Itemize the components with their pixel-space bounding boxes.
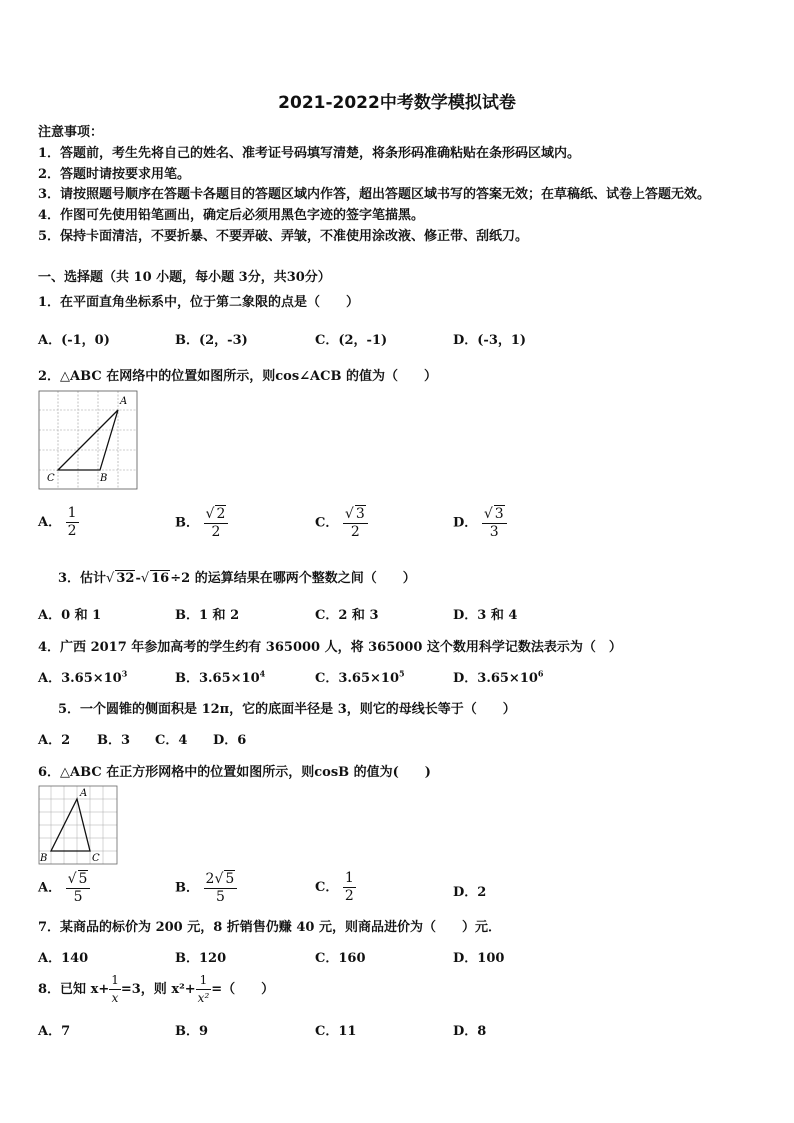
- q1-option-b: B．(2，-3): [175, 333, 248, 348]
- note-item: 4．作图可先使用铅笔画出，确定后必须用黑色字迹的签字笔描黑。: [38, 208, 425, 223]
- q1-option-c: C．(2，-1): [315, 333, 388, 348]
- q1-option-a: A．(-1，0): [38, 333, 110, 348]
- question-3-stem: 3．估计√ 32-√ 16÷2 的运算结果在哪两个整数之间（ ）: [58, 571, 416, 586]
- q4-option-a: A．$3.65\times 10^3$: [38, 668, 128, 686]
- q2-option-b: B． $\frac{√ 2}{2}$: [175, 505, 228, 541]
- q7-option-c: C．160: [315, 951, 366, 966]
- q6-label-c: C: [92, 853, 100, 864]
- q6-label-b: B: [40, 853, 48, 864]
- q5-option-d: D．6: [213, 733, 247, 748]
- q6-option-d: D．2: [453, 885, 487, 900]
- q2-grid-figure: [38, 389, 138, 491]
- q2-option-a: A． $\frac{1}{2}$: [38, 505, 77, 539]
- question-8-stem: 8．已知 x+ $\frac{1}{x}$ =3，则 x²+ $\frac{1}{\text{x²}}$ =（ ）: [38, 973, 275, 1005]
- question-2-stem: 2．△ABC 在网络中的位置如图所示，则cos∠ACB 的值为（ ）: [38, 369, 437, 384]
- q3-option-c: C．2 和 3: [315, 608, 379, 623]
- q7-option-b: B．120: [175, 951, 227, 966]
- q2-label-a: A: [120, 396, 128, 407]
- q6-option-c: C． $\frac{1}{2}$: [315, 870, 354, 904]
- q6-label-a: A: [80, 788, 88, 799]
- q7-option-a: A．140: [38, 951, 89, 966]
- q4-option-c: C．$3.65\times 10^5$: [315, 668, 405, 686]
- q2-label-b: B: [100, 473, 108, 484]
- q5-option-a: A．2: [38, 733, 71, 748]
- question-6-stem: 6．△ABC 在正方形网格中的位置如图所示，则cosB 的值为( ): [38, 765, 431, 780]
- question-4-stem: 4．广西 2017 年参加高考的学生约有 365000 人，将 365000 这个数用科学记数法表示为（ ）: [38, 640, 622, 655]
- q8-option-c: C．11: [315, 1024, 357, 1039]
- q2-option-c: C． $\frac{√ 3}{2}$: [315, 505, 368, 541]
- notes-heading: 注意事项：: [38, 125, 104, 140]
- note-item: 5．保持卡面清洁，不要折暴、不要弄破、弄皱，不准使用涂改液、修正带、刮纸刀。: [38, 229, 529, 244]
- note-item: 1．答题前，考生先将自己的姓名、准考证号码填写清楚，将条形码准确粘贴在条形码区域内。: [38, 146, 581, 161]
- q5-option-c: C．4: [155, 733, 188, 748]
- page-title: 2021-2022中考数学模拟试卷: [278, 93, 516, 113]
- note-item: 3．请按照题号顺序在答题卡各题目的答题区域内作答，超出答题区域书写的答案无效；在草稿纸、试卷上答题无效。: [38, 187, 711, 202]
- q6-grid-figure: [38, 785, 118, 865]
- q3-option-a: A．0 和 1: [38, 608, 102, 623]
- question-7-stem: 7．某商品的标价为 200 元，8 折销售仍赚 40 元，则商品进价为（ ）元．: [38, 920, 501, 935]
- q8-option-d: D．8: [453, 1024, 487, 1039]
- q6-option-b: B． $\frac{2√ 5}{5}$: [175, 870, 237, 906]
- q5-option-b: B．3: [97, 733, 131, 748]
- q2-label-c: C: [47, 473, 55, 484]
- q8-option-a: A．7: [38, 1024, 71, 1039]
- q1-option-d: D．(-3，1): [453, 333, 527, 348]
- q3-option-b: B．1 和 2: [175, 608, 240, 623]
- q3-option-d: D．3 和 4: [453, 608, 518, 623]
- q2-option-d: D． $\frac{√ 3}{3}$: [453, 505, 507, 541]
- q8-option-b: B．9: [175, 1024, 209, 1039]
- q4-option-b: B．$3.65\times 10^4$: [175, 668, 266, 686]
- q6-option-a: A． $\frac{√ 5}{5}$: [38, 870, 90, 906]
- q7-option-d: D．100: [453, 951, 505, 966]
- question-5-stem: 5．一个圆锥的侧面积是 12π，它的底面半径是 3，则它的母线长等于（ ）: [58, 702, 516, 717]
- q4-option-d: D．$3.65\times 10^6$: [453, 668, 544, 686]
- note-item: 2．答题时请按要求用笔。: [38, 167, 191, 182]
- question-1-stem: 1．在平面直角坐标系中，位于第二象限的点是（ ）: [38, 295, 360, 310]
- section-heading: 一、选择题（共 10 小题，每小题 3分，共30分）: [38, 270, 331, 285]
